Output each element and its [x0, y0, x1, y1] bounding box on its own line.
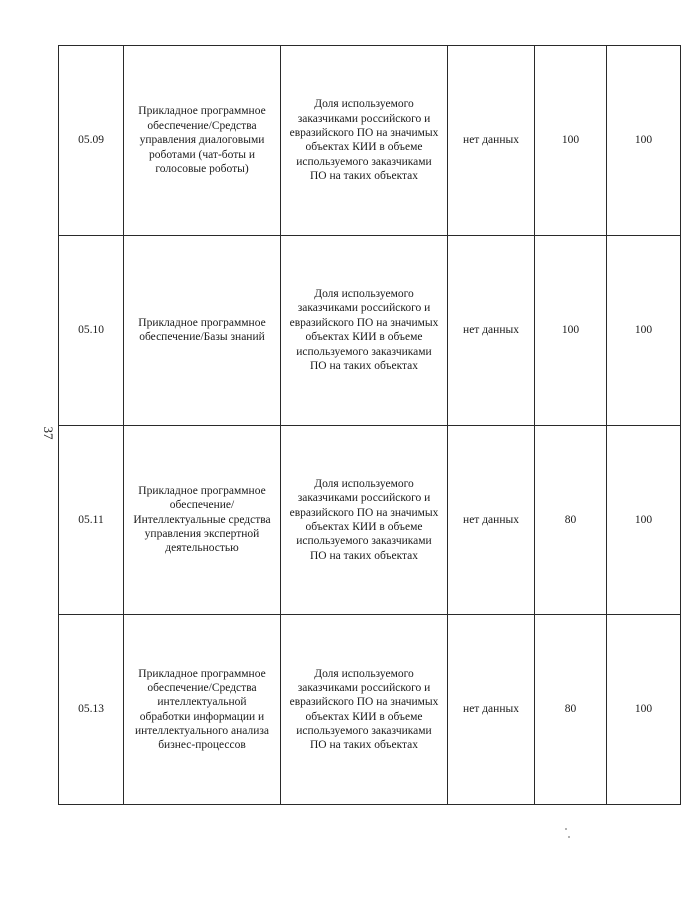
indicator-cell: Доля используемого заказчиками российского и евразийского ПО на значимых объектах КИИ в объеме используемого заказчиками ПО на таких объектах	[281, 235, 448, 425]
table-row	[59, 615, 681, 805]
base-value-cell: нет данных	[448, 425, 535, 615]
indicator-cell: Доля используемого заказчиками российского и евразийского ПО на значимых объектах КИИ в объеме используемого заказчиками ПО на таких объектах	[281, 425, 448, 615]
final-target-value-cell: 100	[607, 235, 681, 425]
software-class-cell: Прикладное программное обеспечение/Базы знаний	[124, 235, 281, 425]
software-indicators-table	[58, 45, 681, 805]
final-target-value-cell: 100	[607, 425, 681, 615]
indicator-cell: Доля используемого заказчиками российского и евразийского ПО на значимых объектах КИИ в объеме используемого заказчиками ПО на таких объектах	[281, 46, 448, 236]
target-value-cell: 80	[535, 425, 607, 615]
base-value-cell: нет данных	[448, 615, 535, 805]
table-row	[59, 46, 681, 236]
row-code-cell: 05.09	[59, 46, 124, 236]
table-row	[59, 235, 681, 425]
row-code-cell: 05.11	[59, 425, 124, 615]
target-value-cell: 100	[535, 235, 607, 425]
document-table-frame	[58, 45, 653, 805]
final-target-value-cell: 100	[607, 46, 681, 236]
software-class-cell: Прикладное программное обеспечение/Средства управления диалоговыми роботами (чат-боты и голосовые роботы)	[124, 46, 281, 236]
row-code-cell: 05.10	[59, 235, 124, 425]
software-class-cell: Прикладное программное обеспечение/Средства интеллектуальной обработки информации и интеллектуального анализа бизнес-процессов	[124, 615, 281, 805]
target-value-cell: 80	[535, 615, 607, 805]
scan-speck	[565, 828, 567, 830]
target-value-cell: 100	[535, 46, 607, 236]
base-value-cell: нет данных	[448, 46, 535, 236]
scan-speck	[568, 836, 570, 838]
final-target-value-cell: 100	[607, 615, 681, 805]
page-number: 37	[41, 426, 56, 440]
table-row	[59, 425, 681, 615]
row-code-cell: 05.13	[59, 615, 124, 805]
base-value-cell: нет данных	[448, 235, 535, 425]
software-class-cell: Прикладное программное обеспечение/Интеллектуальные средства управления экспертной деятельностью	[124, 425, 281, 615]
indicator-cell: Доля используемого заказчиками российского и евразийского ПО на значимых объектах КИИ в объеме используемого заказчиками ПО на таких объектах	[281, 615, 448, 805]
